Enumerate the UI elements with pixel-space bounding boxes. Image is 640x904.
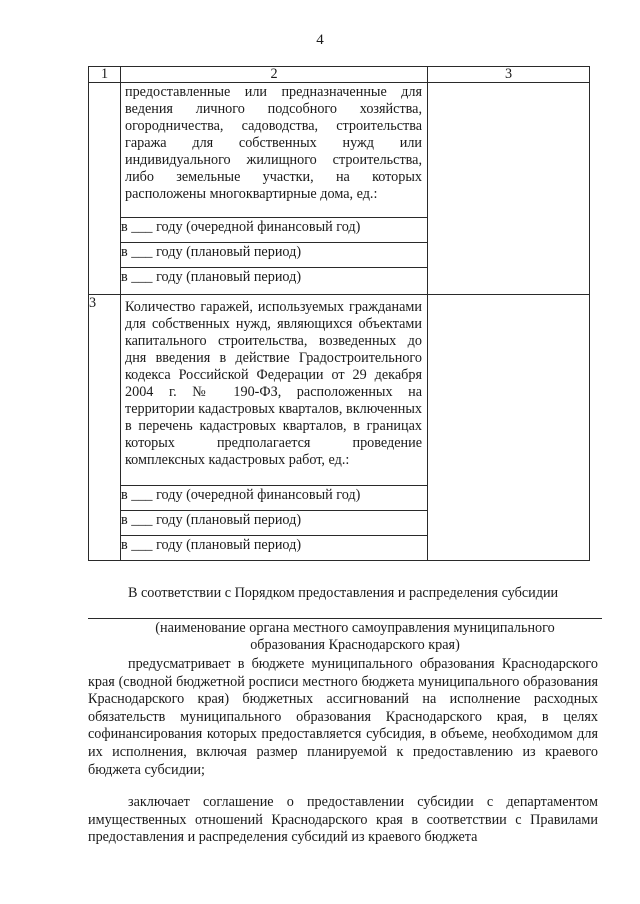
- subrow-label: в ___ году (плановый период): [121, 511, 428, 536]
- row-description-cell: [121, 295, 428, 486]
- row-description: [121, 295, 427, 472]
- field-caption: (наименование органа местного самоуправления муниципального образования Краснодарского края): [155, 620, 555, 653]
- paragraph-agreement: [88, 794, 598, 847]
- table-header-cell: 2: [121, 67, 428, 83]
- row-description-cell: [121, 83, 428, 218]
- subrow-label: в ___ году (плановый период): [121, 268, 428, 295]
- indicators-table: [88, 66, 590, 561]
- subrow-label: в ___ году (очередной финансовый год): [121, 218, 428, 243]
- page-number: 4: [316, 32, 324, 48]
- row-number-cell: [89, 83, 121, 295]
- row-description-last-line: расположены многоквартирные дома, ед.:: [125, 186, 378, 202]
- row-number-cell: 3: [89, 295, 121, 561]
- row-description: [121, 83, 427, 206]
- table-header-cell: 3: [428, 67, 590, 83]
- table-row: [89, 295, 590, 486]
- table-header-row: [89, 67, 590, 83]
- table-header-cell: 1: [89, 67, 121, 83]
- row-value-cell: [428, 295, 590, 561]
- subrow-label: в ___ году (очередной финансовый год): [121, 486, 428, 511]
- row-value-cell: [428, 83, 590, 295]
- paragraph-agreement-text: заключает соглашение о предоставлении субсидии с департаментом имущественных отношений Краснодарского края в соответствии с Правилами предоставления и распределения субсидий из краевого бюджета: [88, 794, 598, 846]
- paragraph-budget: предусматривает в бюджете муниципального образования Краснодарского края (сводной бюджетной росписи местного бюджета муниципального образования Краснодарского края) бюджетных ассигнований на исполнение расходных обязательств муниципального образования Краснодарского края, в целях софинансирования которых предоставляется субсидия, в объеме, необходимом для их исполнения, включая размер планируемой к предоставлению из краевого бюджета субсидии;: [88, 656, 598, 778]
- subrow-label: в ___ году (плановый период): [121, 536, 428, 561]
- intro-text: В соответствии с Порядком предоставления и распределения субсидии: [128, 585, 559, 601]
- table-row: [89, 83, 590, 218]
- row-description-text: Количество гаражей, используемых гражданами для собственных нужд, являющихся объектами капитального строительства, возведенных до дня введения в действие Градостроительного кодекса Российской Федерации от 29 декабря 2004 г. № 190-ФЗ, расположенных на территории кадастровых кварталов, включенных в перечень кадастровых кварталов, в границах которых предполагается проведение: [125, 299, 422, 451]
- row-description-text: предоставленные или предназначенные для ведения личного подсобного хозяйства, огородничества, садоводства, строительства гаража для собственных нужд или индивидуального жилищного строительства, либо земельные участки, на которых: [125, 84, 422, 185]
- row-description-last-line: комплексных кадастровых работ, ед.:: [125, 452, 350, 468]
- fill-in-line: [88, 618, 602, 619]
- subrow-label: в ___ году (плановый период): [121, 243, 428, 268]
